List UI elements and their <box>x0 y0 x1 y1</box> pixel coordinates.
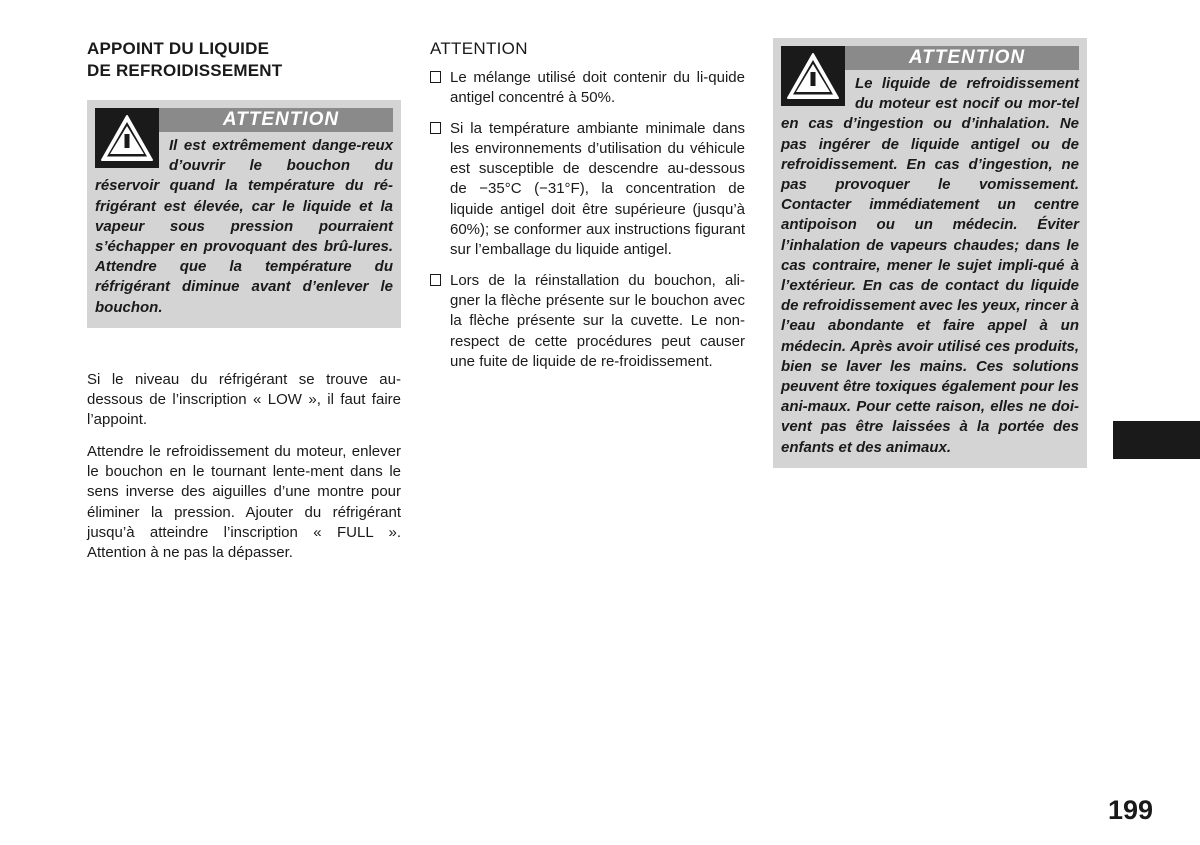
checkbox-bullet-icon <box>430 71 441 83</box>
bullet-text: Lors de la réinstallation du bouchon, ali-gner la flèche présente sur le bouchon avec la flèche présente sur la cuvette. Le non-respect de cette procédures peut causer une fuite de liquide de re-froidissement. <box>450 271 745 370</box>
bullet-text: Le mélange utilisé doit contenir du li-quide antigel concentré à 50%. <box>450 69 745 107</box>
checkbox-bullet-icon <box>430 122 441 134</box>
checkbox-bullet-icon <box>430 274 441 286</box>
chapter-tab-marker <box>1113 421 1200 459</box>
paragraph-low-level: Si le niveau du réfrigérant se trouve au-dessous de l’inscription « LOW », il faut faire l’appoint. <box>87 370 401 429</box>
exclamation-warning-icon <box>95 108 159 168</box>
instructions-text <box>87 370 401 564</box>
section-heading <box>87 38 401 82</box>
bullet-item <box>430 119 745 261</box>
right-column <box>773 38 1087 468</box>
attention-title: ATTENTION <box>430 39 528 58</box>
section-heading-line-1: APPOINT DU LIQUIDE <box>87 39 270 58</box>
warning-title: ATTENTION <box>95 108 393 132</box>
bullet-item <box>430 68 745 109</box>
warning-box-toxic <box>773 38 1087 468</box>
paragraph-refill-procedure: Attendre le refroidissement du moteur, enlever le bouchon en le tournant lente-ment dans le sens inverse des aiguilles d’une montre pour éliminer la pression. Ajouter du réfrigérant jusqu’à atteindre l’inscription « FULL ». Attention à ne pas la dépasser. <box>87 442 401 562</box>
bullet-item <box>430 271 745 372</box>
page-number: 199 <box>1108 795 1154 825</box>
left-column <box>87 38 401 575</box>
warning-text: Il est extrêmement dange-reux d’ouvrir le bouchon du réservoir quand la température du ré-frigérant est élevée, car le liquide et la vapeur sous pression pourraient s’échapper en provoquant des brû-lures. Attendre que la température du réfrigérant diminue avant d’enlever le bouchon. <box>95 137 393 316</box>
bullet-text: Si la température ambiante minimale dans les environnements d’utilisation du véhicule est susceptible de descendre au-dessous de −35°C (−31°F), la concentration de liquide antigel doit être supérieure (jusqu’à 60%); se conformer aux instructions figurant sur l’emballage du liquide antigel. <box>450 119 745 259</box>
section-heading-line-2: DE REFROIDISSEMENT <box>87 61 283 80</box>
warning-text: Le liquide de refroidissement du moteur est nocif ou mor-tel en cas d’ingestion ou d’inhalation. Ne pas ingérer de liquide antigel ou de refroidissement. En cas d’ingestion, ne pas provoquer le vomissement. Contacter immédiatement un centre antipoison ou un médecin. Éviter l’inhalation de vapeurs chaudes; dans le cas contraire, mener le sujet impli-qué à l’extérieur. En cas de contact du liquide de refroidissement avec les yeux, rincer à l’eau abondante et faire appel à un médecin. Après avoir utilisé ces produits, bien se laver les mains. Ces solutions peuvent être toxiques également pour les ani-maux. Pour cette raison, elles ne doi-vent pas être laissées à la portée des enfants et des animaux. <box>781 75 1079 456</box>
exclamation-warning-icon <box>781 46 845 106</box>
middle-column <box>430 38 745 382</box>
warning-title: ATTENTION <box>781 46 1079 70</box>
warning-box <box>87 100 401 328</box>
